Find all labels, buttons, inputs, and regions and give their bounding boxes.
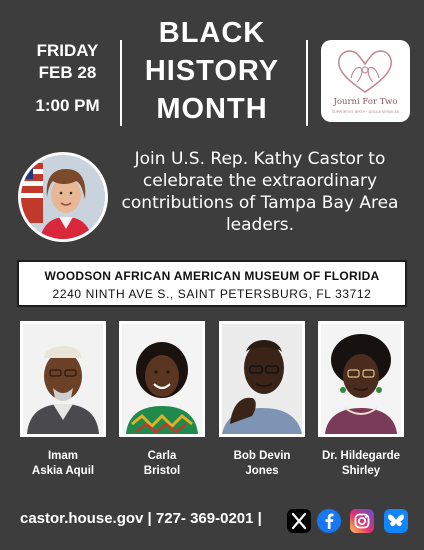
heart-hands-icon (321, 40, 410, 100)
event-day: FRIDAY (36, 41, 99, 60)
venue-name: WOODSON AFRICAN AMERICAN MUSEUM OF FLORIDA (44, 269, 380, 283)
leader-photo (318, 321, 404, 437)
page-title (126, 14, 298, 128)
bluesky-icon[interactable] (384, 509, 408, 533)
leader-name (20, 449, 106, 479)
leader-photo (119, 321, 205, 437)
title-line-2: HISTORY (144, 55, 280, 87)
divider-right (306, 40, 308, 126)
leader-photo (20, 321, 106, 437)
leader-name-line2: Bristol (143, 465, 181, 477)
logo-name: Journi For Two (333, 97, 398, 107)
leader-card (119, 321, 205, 479)
leader-name-line2: Jones (245, 465, 279, 477)
intro-text: Join U.S. Rep. Kathy Castor to celebrate the extraordinary contributions of Tampa Bay Area leaders. (121, 149, 399, 235)
facebook-icon[interactable] (317, 509, 341, 533)
contact-info[interactable]: castor.house.gov | 727- 369-0201 | (20, 510, 262, 527)
title-line-3: MONTH (156, 93, 268, 125)
leader-name (318, 449, 404, 479)
leader-card (20, 321, 106, 479)
divider-left (120, 40, 122, 126)
leader-photo (219, 321, 305, 437)
event-time: 1:00 PM (35, 96, 100, 115)
x-icon[interactable] (287, 509, 311, 533)
partner-logo (321, 40, 410, 122)
event-date-value: FEB 28 (38, 63, 97, 82)
leader-name-line1: Dr. Hildegarde (322, 450, 400, 462)
leader-name-line2: Askia Aquil (31, 465, 95, 477)
venue-box (17, 260, 407, 307)
leader-card (318, 321, 404, 479)
leader-name-line1: Imam (47, 450, 79, 462)
event-header (0, 0, 424, 142)
leader-name (219, 449, 305, 479)
logo-tagline: SUPPORTIVE BIRTH · DOULA SERVICES (331, 110, 400, 114)
title-line-1: BLACK (158, 17, 266, 49)
leader-card (219, 321, 305, 479)
leader-name-line1: Carla (147, 450, 177, 462)
leader-name (119, 449, 205, 479)
event-date (20, 40, 115, 84)
venue-address: 2240 NINTH AVE S., SAINT PETERSBURG, FL 33712 (52, 287, 372, 301)
instagram-icon[interactable] (350, 509, 374, 533)
leader-name-line2: Shirley (341, 465, 381, 477)
leader-name-line1: Bob Devin (233, 450, 291, 462)
host-portrait (18, 152, 108, 242)
